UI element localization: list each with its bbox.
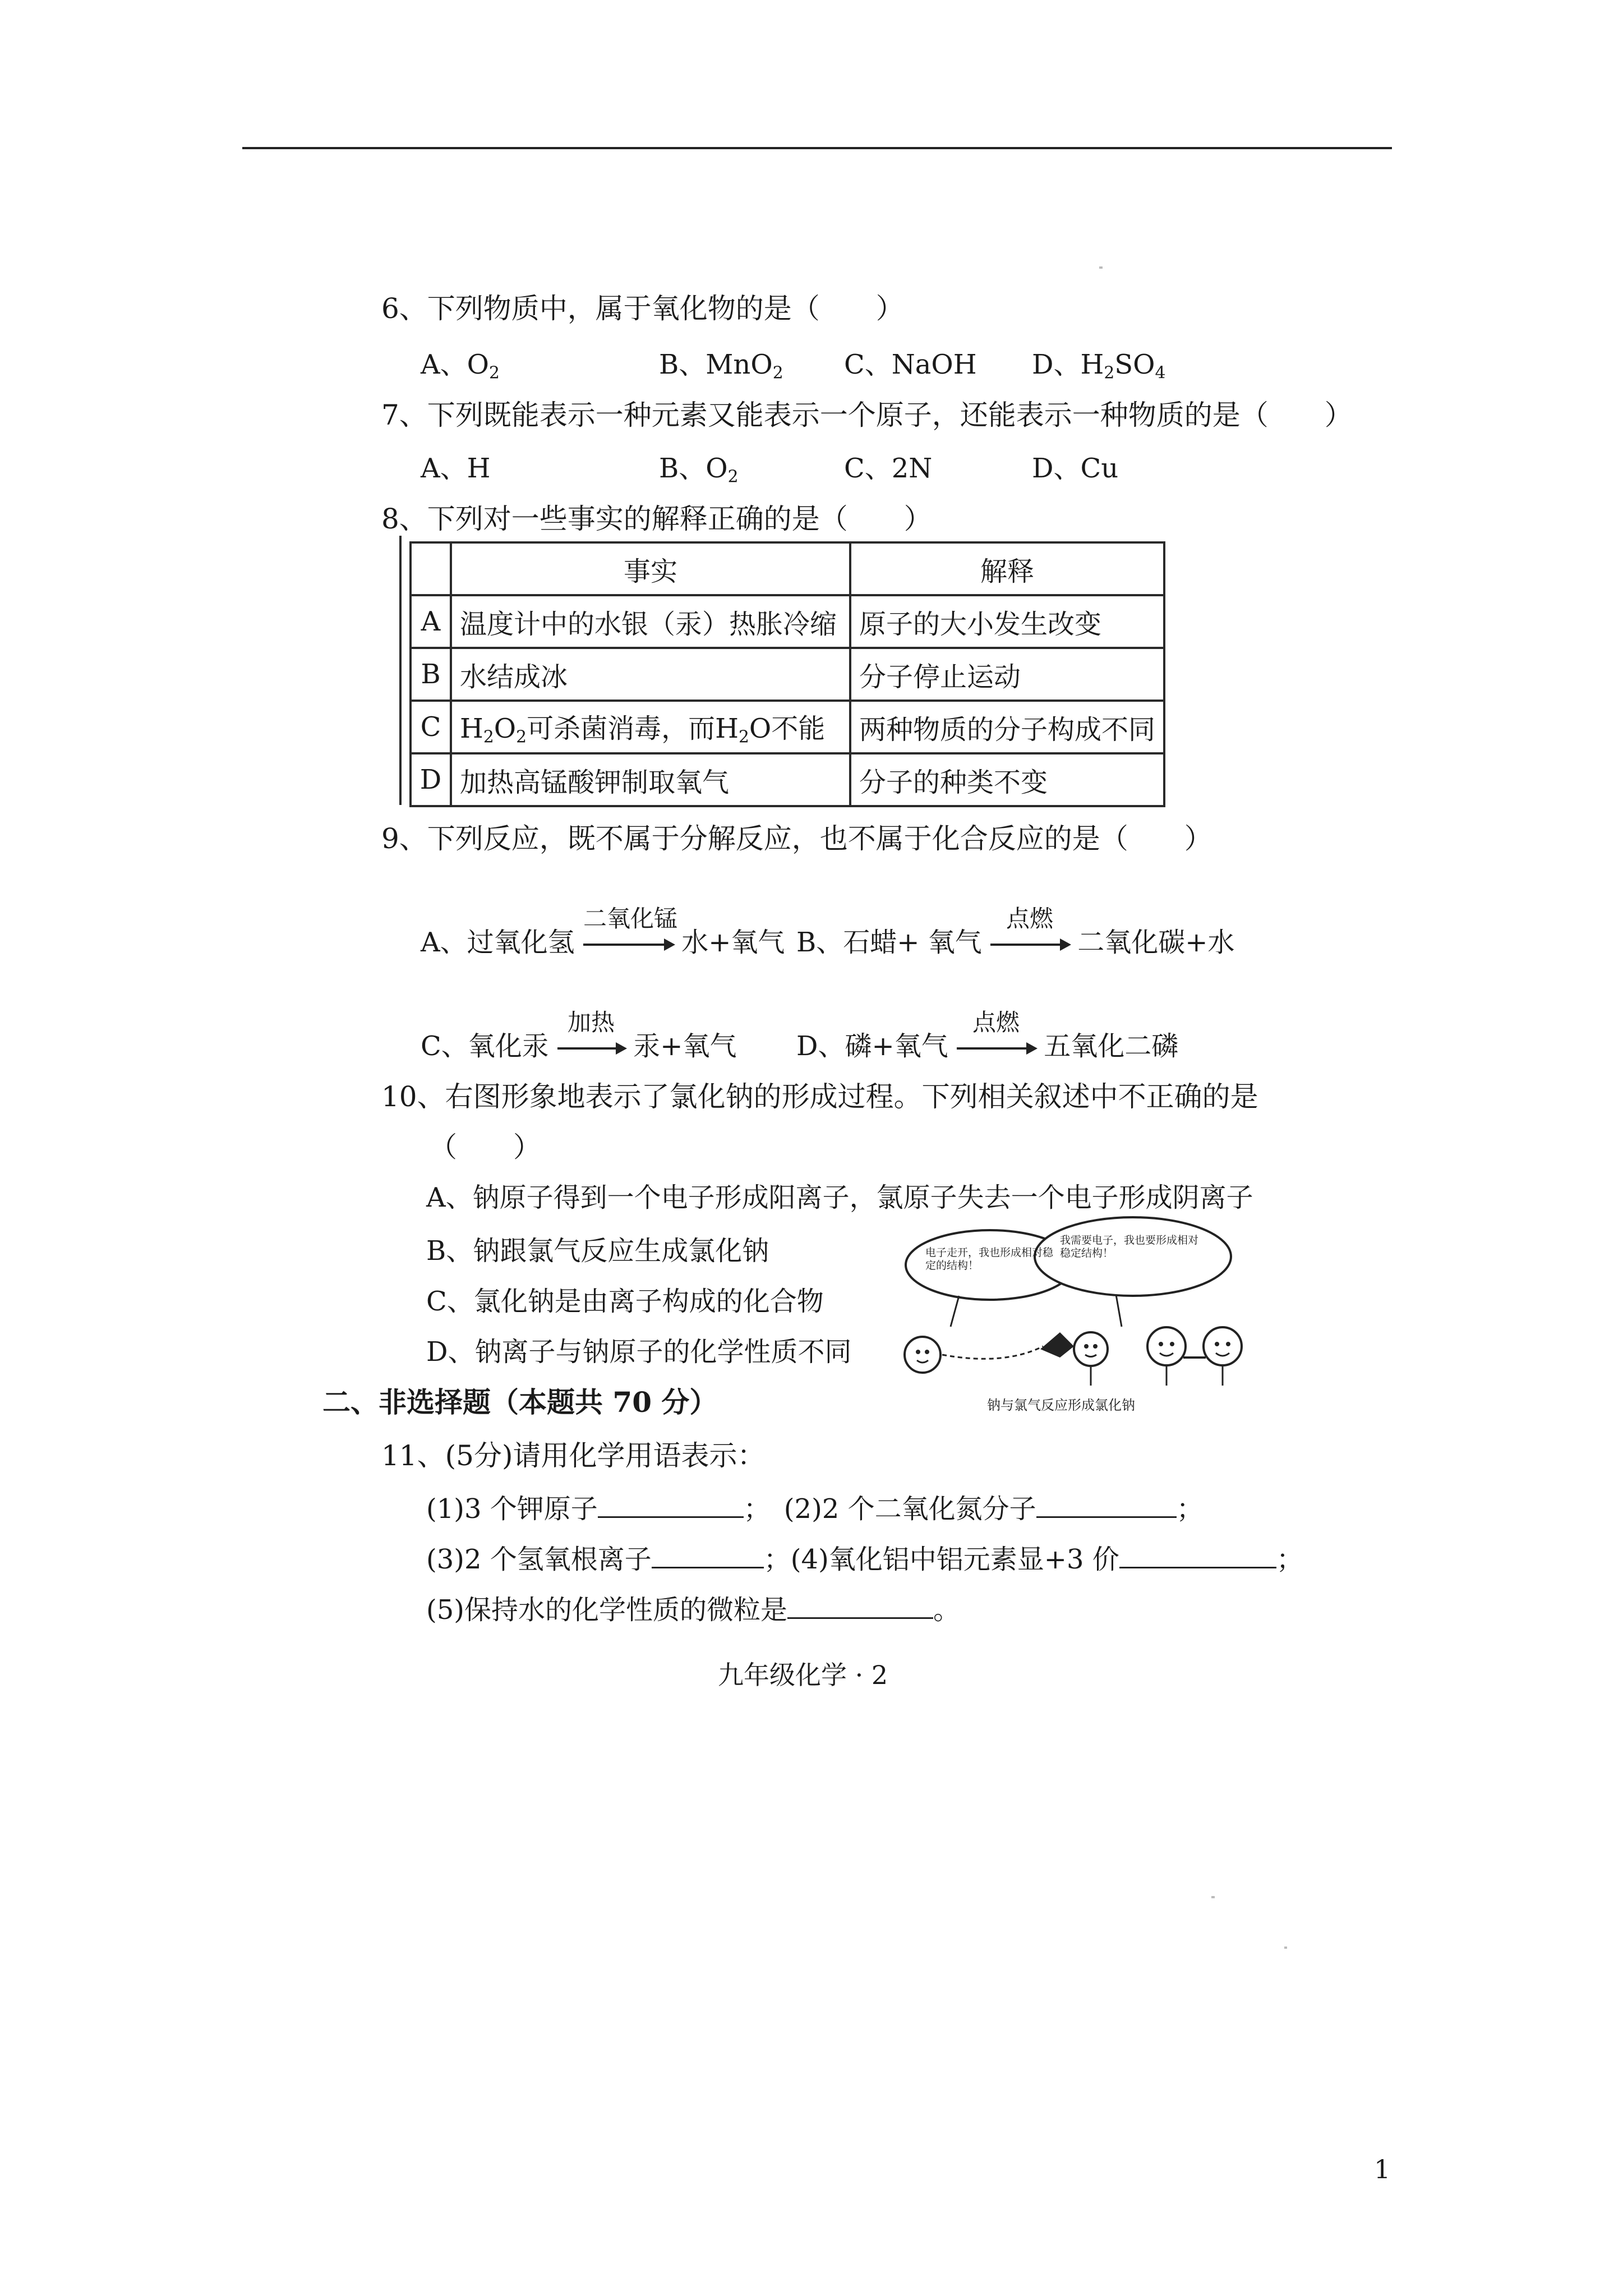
row-label: B (411, 648, 451, 701)
q6-option-a: A、$O_2$ (421, 349, 500, 383)
table-row (411, 701, 1164, 753)
row-fact: 加热高锰酸钾制取氧气 (451, 753, 850, 806)
q6-option-c: C、NaOH (844, 349, 977, 380)
q11-line-1: (1)3 个钾原子 ； (2)2 个二氧化氮分子 ； (426, 1493, 1204, 1525)
row-explain: 原子的大小发生改变 (850, 595, 1164, 648)
q10-option-b: B、钠跟氯气反应生成氯化钠 (426, 1235, 769, 1267)
figure-caption: 钠与氯气反应形成氯化钠 (987, 1397, 1135, 1413)
table-row (411, 595, 1164, 648)
table-header-row (411, 542, 1164, 595)
row-explain: 分子停止运动 (850, 648, 1164, 701)
q11-line-3: (5)保持水的化学性质的微粒是 。 (426, 1594, 961, 1626)
scan-speck (1099, 266, 1103, 269)
row-label: D (411, 753, 451, 806)
row-fact: 温度计中的水银（汞）热胀冷缩 (451, 595, 850, 648)
reaction-arrow: 点燃 (957, 1029, 1035, 1063)
q8-table-left-border (399, 536, 402, 805)
table-row (411, 753, 1164, 806)
q9-stem: 9、下列反应，既不属于分解反应，也不属于化合反应的是（ ） (381, 822, 1212, 855)
row-fact: 水结成冰 (451, 648, 850, 701)
sodium-chloride-figure (892, 1212, 1251, 1419)
reaction-arrow: 二氧化锰 (583, 926, 673, 959)
answer-blank[interactable] (1036, 1494, 1177, 1518)
q6-option-b: B、MnO$_2$ (659, 349, 783, 383)
scan-speck (1211, 1896, 1215, 1898)
header-explain: 解释 (850, 542, 1164, 595)
answer-blank[interactable] (652, 1544, 764, 1568)
q7-option-c: C、2N (844, 453, 933, 484)
header-fact: 事实 (451, 542, 850, 595)
footer-label: 九年级化学 · 2 (718, 1660, 888, 1690)
q9-option-a: A、过氧化氢 二氧化锰 水+氧气 (421, 905, 785, 958)
answer-blank[interactable] (598, 1494, 744, 1518)
q11-stem: 11、(5分)请用化学用语表示： (381, 1439, 766, 1472)
q7-option-d: D、Cu (1032, 453, 1119, 484)
q10-option-d: D、钠离子与钠原子的化学性质不同 (426, 1336, 852, 1368)
top-rule (242, 147, 1392, 149)
q10-option-a: A、钠原子得到一个电子形成阳离子，氯原子失去一个电子形成阴离子 (426, 1182, 1253, 1213)
row-explain: 两种物质的分子构成不同 (850, 701, 1164, 753)
row-label: C (411, 701, 451, 753)
figure-bubble-right: 我需要电子，我也要形成相对稳定结构！ (1060, 1234, 1199, 1259)
page-number: 1 (1374, 2154, 1391, 2184)
q7-stem: 7、下列既能表示一种元素又能表示一个原子，还能表示一种物质的是（ ） (381, 399, 1353, 431)
q7-option-b: B、$O_2$ (659, 453, 739, 487)
q9-option-c: C、氧化汞 加热 汞+氧气 (421, 1009, 737, 1062)
figure-bubble-left: 电子走开，我也形成相对稳定的结构！ (925, 1246, 1054, 1272)
table-cell (411, 542, 451, 595)
reaction-arrow: 加热 (557, 1029, 625, 1063)
answer-blank[interactable] (1119, 1544, 1276, 1568)
q10-answer-paren: （ ） (429, 1131, 541, 1163)
q8-facts-table (409, 541, 1165, 807)
q11-line-2: (3)2 个氢氧根离子 ；(4)氧化铝中铝元素显+3 价 ； (426, 1544, 1303, 1575)
q10-stem: 10、右图形象地表示了氯化钠的形成过程。下列相关叙述中不正确的是 (381, 1080, 1258, 1113)
answer-blank[interactable] (787, 1595, 933, 1619)
q8-stem: 8、下列对一些事实的解释正确的是（ ） (381, 503, 932, 535)
row-label: A (411, 595, 451, 648)
q9-option-d: D、磷+氧气 点燃 五氧化二磷 (796, 1009, 1179, 1062)
row-fact: $H_2O_2$可杀菌消毒，而$H_2O$不能 (451, 701, 850, 753)
table-row (411, 648, 1164, 701)
q6-stem: 6、下列物质中，属于氧化物的是（ ） (381, 292, 904, 325)
q10-option-c: C、氯化钠是由离子构成的化合物 (426, 1286, 824, 1317)
q9-option-b: B、石蜡+ 氧气 点燃 二氧化碳+水 (796, 905, 1235, 958)
q6-option-d: D、$H_2SO_4$ (1032, 349, 1166, 383)
scan-speck (1284, 1947, 1287, 1949)
section-title: 二、非选择题（本题共 70 分） (322, 1386, 718, 1419)
row-explain: 分子的种类不变 (850, 753, 1164, 806)
q7-option-a: A、H (421, 453, 491, 484)
reaction-arrow: 点燃 (990, 926, 1069, 959)
